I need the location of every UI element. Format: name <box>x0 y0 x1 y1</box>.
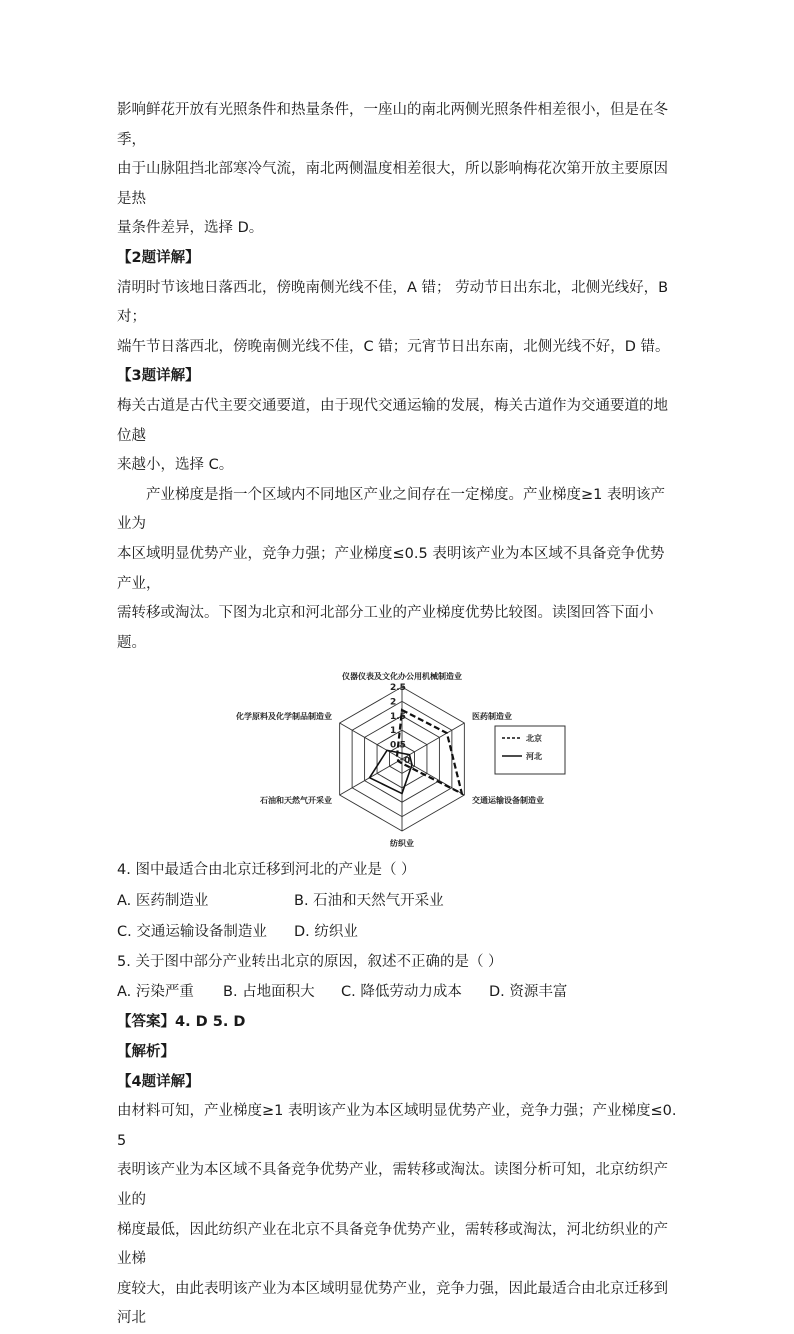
q2-heading: 【2题详解】 <box>117 249 200 266</box>
legend-label: 河北 <box>526 752 542 762</box>
tick-label: 0 <box>404 756 411 767</box>
paragraph-4-line-4: 度较大，由此表明该产业为本区域明显优势产业，竞争力强，因此最适合由北京迁移到河北 <box>117 1280 668 1327</box>
q4-stem: 4. 图中最适合由北京迁移到河北的产业是（ ） <box>117 862 416 879</box>
tick-label: 2 <box>390 697 397 708</box>
paragraph-3-line-1: 梅关古道是古代主要交通要道，由于现代交通运输的发展，梅关古道作为交通要道的地位越 <box>117 397 668 444</box>
paragraph-1-line-1: 影响鲜花开放有光照条件和热量条件，一座山的南北两侧光照条件相差很小，但是在冬季， <box>117 102 668 148</box>
axis-label: 仪器仪表及文化办公用机械制造业 <box>342 672 462 682</box>
intro-line-2: 本区域明显优势产业，竞争力强；产业梯度≤0.5 表明该产业为本区域不具备竞争优势产业， <box>117 545 665 592</box>
tick-label: 2.5 <box>390 683 406 694</box>
paragraph-1-line-2: 由于山脉阻挡北部寒冷气流，南北两侧温度相差很大，所以影响梅花次第开放主要原因是热 <box>117 161 668 207</box>
q5-options <box>117 977 677 1008</box>
q5-option-a: A. 污染严重 <box>117 984 194 1001</box>
q5-option-c: C. 降低劳动力成本 <box>341 984 462 1001</box>
q5-stem: 5. 关于图中部分产业转出北京的原因，叙述不正确的是（ ） <box>117 953 503 970</box>
axis-label: 交通运输设备制造业 <box>472 796 544 806</box>
paragraph-2-line-1: 清明时节该地日落西北，傍晚南侧光线不佳，A 错； 劳动节日出东北，北侧光线好，B 对； <box>117 279 669 326</box>
q4-option-b: B. 石油和天然气开采业 <box>294 892 444 909</box>
q4-option-d: D. 纺织业 <box>294 923 358 940</box>
tick-label: 1.5 <box>390 712 406 723</box>
q4-options-row-1 <box>117 886 677 917</box>
q4-options-row-2 <box>117 917 677 948</box>
q5-option-b: B. 占地面积大 <box>223 984 315 1001</box>
intro-line-1: 产业梯度是指一个区域内不同地区产业之间存在一定梯度。产业梯度≥1 表明该产业为 <box>117 486 665 533</box>
legend-label: 北京 <box>526 734 542 744</box>
document-body <box>117 96 677 1334</box>
q4-option-c: C. 交通运输设备制造业 <box>117 923 267 940</box>
answer-line: 【答案】4. D 5. D <box>117 1014 246 1031</box>
axis-label: 化学原料及化学制品制造业 <box>236 712 332 722</box>
analysis-heading: 【解析】 <box>117 1044 175 1061</box>
axis-spoke <box>402 723 464 759</box>
axis-label: 纺织业 <box>390 839 414 849</box>
paragraph-3-line-2: 来越小，选择 C。 <box>117 457 234 474</box>
radar-chart-figure <box>117 664 677 850</box>
q5-option-d: D. 资源丰富 <box>489 984 568 1001</box>
axis-label: 医药制造业 <box>472 712 512 722</box>
tick-label: 0.5 <box>390 740 406 751</box>
paragraph-1-line-3: 量条件差异，选择 D。 <box>117 220 264 237</box>
q4-option-a: A. 医药制造业 <box>117 892 209 909</box>
q3-heading: 【3题详解】 <box>117 368 200 385</box>
intro-line-3: 需转移或淘汰。下图为北京和河北部分工业的产业梯度优势比较图。读图回答下面小题。 <box>117 605 654 651</box>
paragraph-4-line-1: 由材料可知，产业梯度≥1 表明该产业为本区域明显优势产业，竞争力强；产业梯度≤0.5 <box>117 1103 677 1149</box>
radar-chart <box>117 664 677 850</box>
paragraph-2-line-2: 端午节日落西北，傍晚南侧光线不佳，C 错；元宵节日出东南，北侧光线不好，D 错。 <box>117 338 670 355</box>
paragraph-4-line-2: 表明该产业为本区域不具备竞争优势产业，需转移或淘汰。读图分析可知，北京纺织产业的 <box>117 1162 668 1209</box>
paragraph-4-line-3: 梯度最低，因此纺织产业在北京不具备竞争优势产业，需转移或淘汰，河北纺织业的产业梯 <box>117 1221 668 1268</box>
axis-label: 石油和天然气开采业 <box>260 796 332 806</box>
q4-analysis-heading: 【4题详解】 <box>117 1073 200 1090</box>
tick-label: 1 <box>390 726 397 737</box>
